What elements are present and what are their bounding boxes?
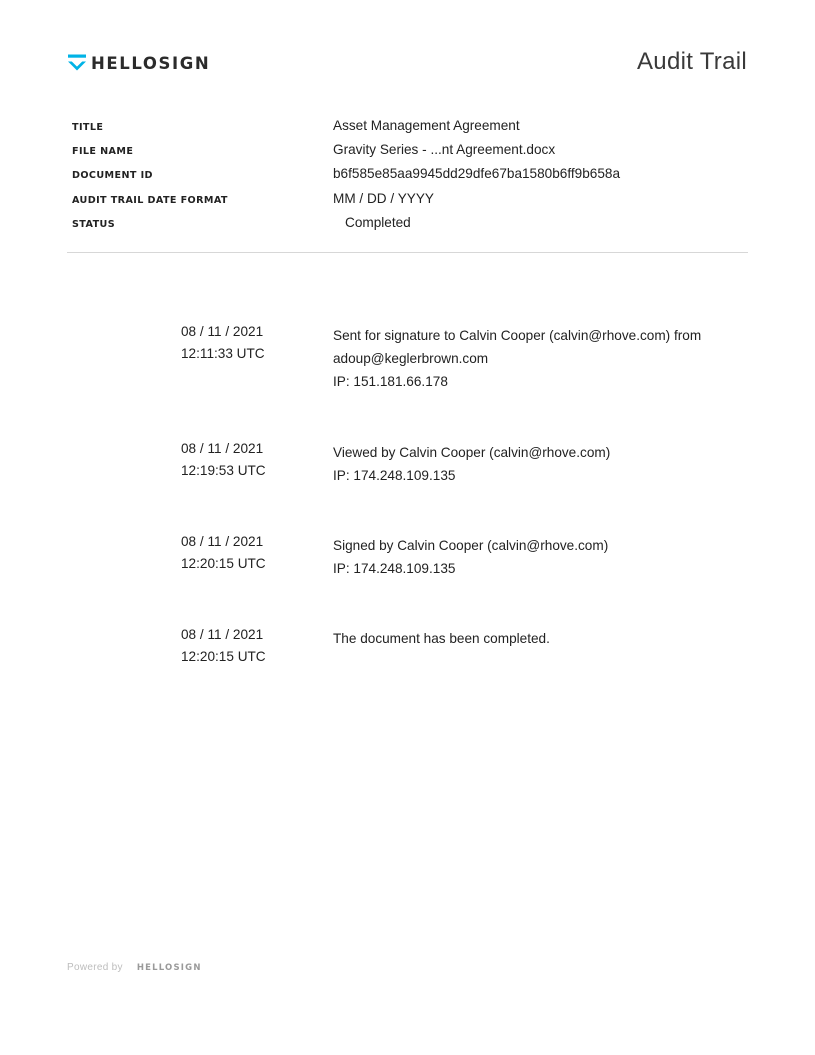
footer-brand: HELLOSIGN — [136, 962, 202, 973]
event-time: 12:20:15 UTC — [181, 649, 266, 664]
event-description: adoup@keglerbrown.com — [333, 351, 489, 366]
event-description: Viewed by Calvin Cooper (calvin@rhove.com) — [333, 445, 611, 460]
event-time: 12:20:15 UTC — [181, 556, 266, 571]
meta-label: DOCUMENT ID — [72, 170, 153, 181]
event-date: 08 / 11 / 2021 — [181, 324, 264, 339]
powered-by-text: Powered by — [67, 962, 123, 973]
meta-value: Gravity Series - ...nt Agreement.docx — [333, 142, 556, 157]
hellosign-check-icon — [67, 53, 87, 73]
event-ip: IP: 151.181.66.178 — [333, 374, 448, 389]
event-time: 12:11:33 UTC — [181, 346, 265, 361]
status-value: Completed — [345, 215, 411, 230]
event-ip: IP: 174.248.109.135 — [333, 468, 456, 483]
event-description: Sent for signature to Calvin Cooper (calvin@rhove.com) from — [333, 328, 702, 343]
meta-label: STATUS — [72, 219, 116, 230]
footer — [67, 962, 202, 973]
meta-label: FILE NAME — [72, 146, 134, 157]
event-date: 08 / 11 / 2021 — [181, 534, 264, 549]
meta-value: MM / DD / YYYY — [333, 191, 434, 206]
brand-name: HELLOSIGN — [91, 53, 211, 73]
meta-row-document-id — [0, 166, 815, 190]
event-details — [333, 441, 753, 487]
meta-label: AUDIT TRAIL DATE FORMAT — [72, 195, 228, 206]
event-ip: IP: 174.248.109.135 — [333, 561, 456, 576]
event-time: 12:19:53 UTC — [181, 463, 266, 478]
page-title: Audit Trail — [636, 48, 747, 75]
meta-label: TITLE — [72, 122, 104, 133]
event-date: 08 / 11 / 2021 — [181, 627, 264, 642]
meta-value: b6f585e85aa9945dd29dfe67ba1580b6ff9b658a — [333, 166, 621, 181]
event-description: Signed by Calvin Cooper (calvin@rhove.com) — [333, 538, 609, 553]
event-details — [333, 324, 753, 393]
event-description: The document has been completed. — [333, 631, 550, 646]
section-divider — [67, 252, 748, 253]
meta-row-file-name — [0, 142, 815, 166]
meta-row-status — [0, 215, 815, 239]
meta-value: Asset Management Agreement — [333, 118, 520, 133]
meta-row-date-format — [0, 191, 815, 215]
event-details — [333, 627, 753, 650]
meta-row-title — [0, 118, 815, 142]
hellosign-logo — [67, 52, 210, 74]
event-details — [333, 534, 753, 580]
event-date: 08 / 11 / 2021 — [181, 441, 264, 456]
